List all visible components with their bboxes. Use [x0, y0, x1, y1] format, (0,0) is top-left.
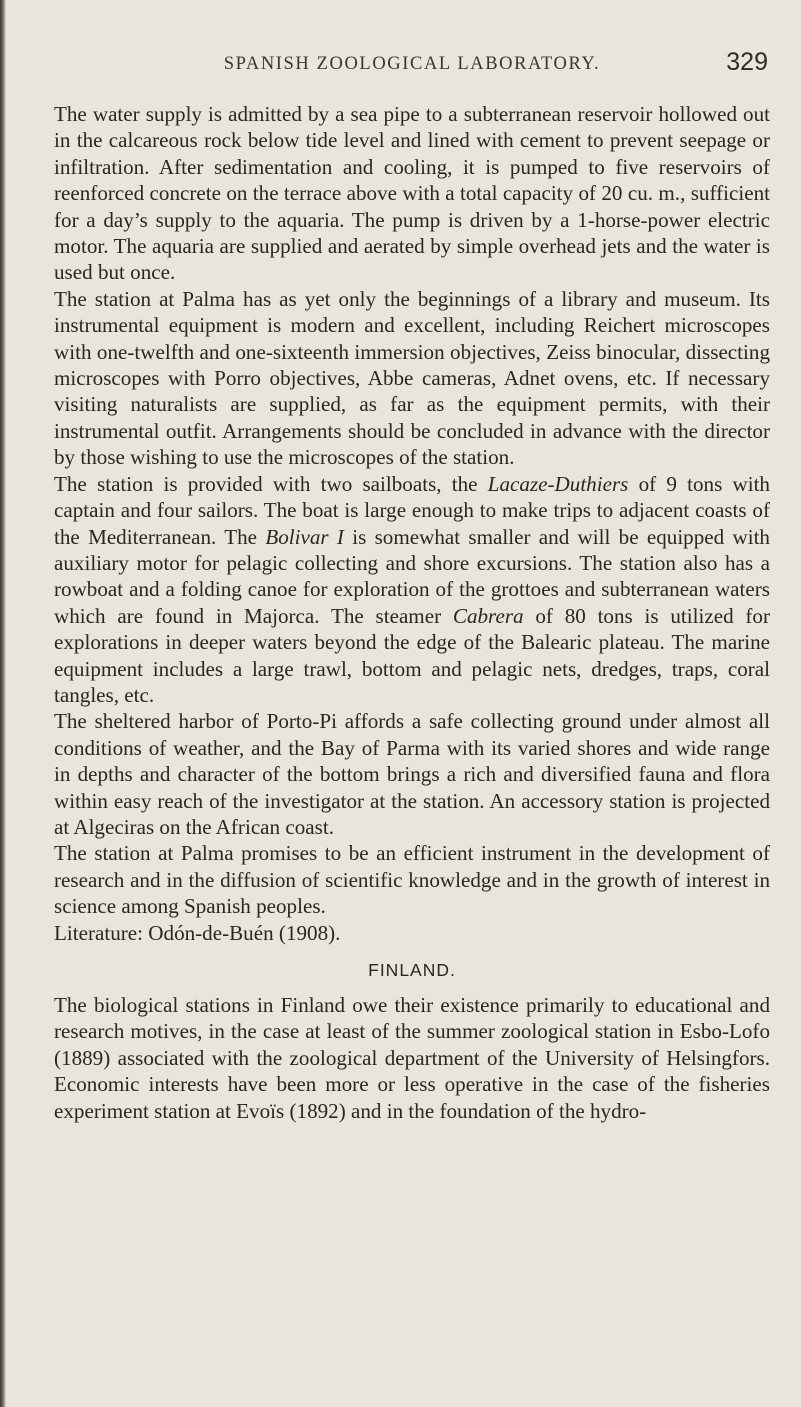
boat-name-lacaze-duthiers: Lacaze-Duthiers	[487, 471, 629, 496]
boat-name-cabrera: Cabrera	[452, 603, 524, 628]
paragraph-boats	[54, 471, 770, 709]
paragraph-water-supply: The water supply is admitted by a sea pipe to a subterranean reservoir hollowed out in the calcareous rock below tide level and lined with cement to prevent seepage or infiltration. After sedimentation and cooling, it is pumped to five reservoirs of reenforced concrete on the terrace above with a total capacity of 20 cu. m., sufficient for a day’s supply to the aquaria. The pump is driven by a 1-horse-power electric motor. The aquaria are supplied and aerated by simple overhead jets and the water is used but once.	[54, 102, 770, 285]
paragraph-promise: The station at Palma promises to be an efficient instrument in the development of research and in the diffusion of scientific knowledge and in the growth of interest in science among Spanish peoples.	[54, 841, 770, 919]
paragraph-harbor: The sheltered harbor of Porto-Pi affords a safe collecting ground under almost all conditions of weather, and the Bay of Parma with its varied shores and wide range in depths and character of the bottom brings a rich and diversified fauna and flora within easy reach of the investigator at the station. An accessory station is projected at Algeciras on the African coast.	[54, 709, 770, 839]
paragraph-finland: The biological stations in Finland owe their existence primarily to educational and research motives, in the case at least of the summer zoological station in Esbo-Lofo (1889) associated with the zoological department of the University of Helsingfors. Economic interests have been more or less operative in the case of the fisheries experiment station at Evoïs (1892) and in the foundation of the hydro-	[54, 993, 770, 1123]
boat-name-bolivar: Bolivar I	[265, 524, 344, 549]
boats-text-b: of 9 tons with captain and four sailors. The boat is large enough to make trips to adjacent coasts of the Mediterranean. The	[54, 471, 770, 549]
page-number: 329	[726, 48, 768, 76]
body-text	[54, 101, 770, 1124]
book-page	[54, 48, 770, 1124]
running-head	[54, 48, 770, 88]
paragraph-library-equipment: The station at Palma has as yet only the beginnings of a library and museum. Its instrumental equipment is modern and excellent, including Reichert microscopes with one-twelfth and one-sixteenth immersion objectives, Zeiss binocular, dissecting microscopes with Porro objectives, Abbe cameras, Adnet ovens, etc. If necessary visiting naturalists are supplied, as far as the equipment permits, with their instrumental outfit. Arrangements should be concluded in advance with the director by those wishing to use the microscopes of the station.	[54, 286, 770, 470]
page-binding-edge	[0, 0, 6, 1407]
running-title: SPANISH ZOOLOGICAL LABORATORY.	[223, 54, 601, 74]
paragraph-literature: Literature: Odón-de-Buén (1908).	[54, 920, 341, 945]
boats-text-c: is somewhat smaller and will be equipped with auxiliary motor for pelagic collecting and shore excursions. The station also has a rowboat and a folding canoe for exploration of the grottoes and subterranean waters which are found in Majorca. The steamer	[54, 524, 770, 628]
section-heading: FINLAND.	[368, 960, 456, 980]
boats-text-d: of 80 tons is utilized for explorations in deeper waters beyond the edge of the Balearic plateau. The marine equipment includes a large trawl, bottom and pelagic nets, dredges, traps, coral tangles, etc.	[54, 603, 770, 707]
boats-text-a: The station is provided with two sailboats, the	[54, 471, 488, 496]
